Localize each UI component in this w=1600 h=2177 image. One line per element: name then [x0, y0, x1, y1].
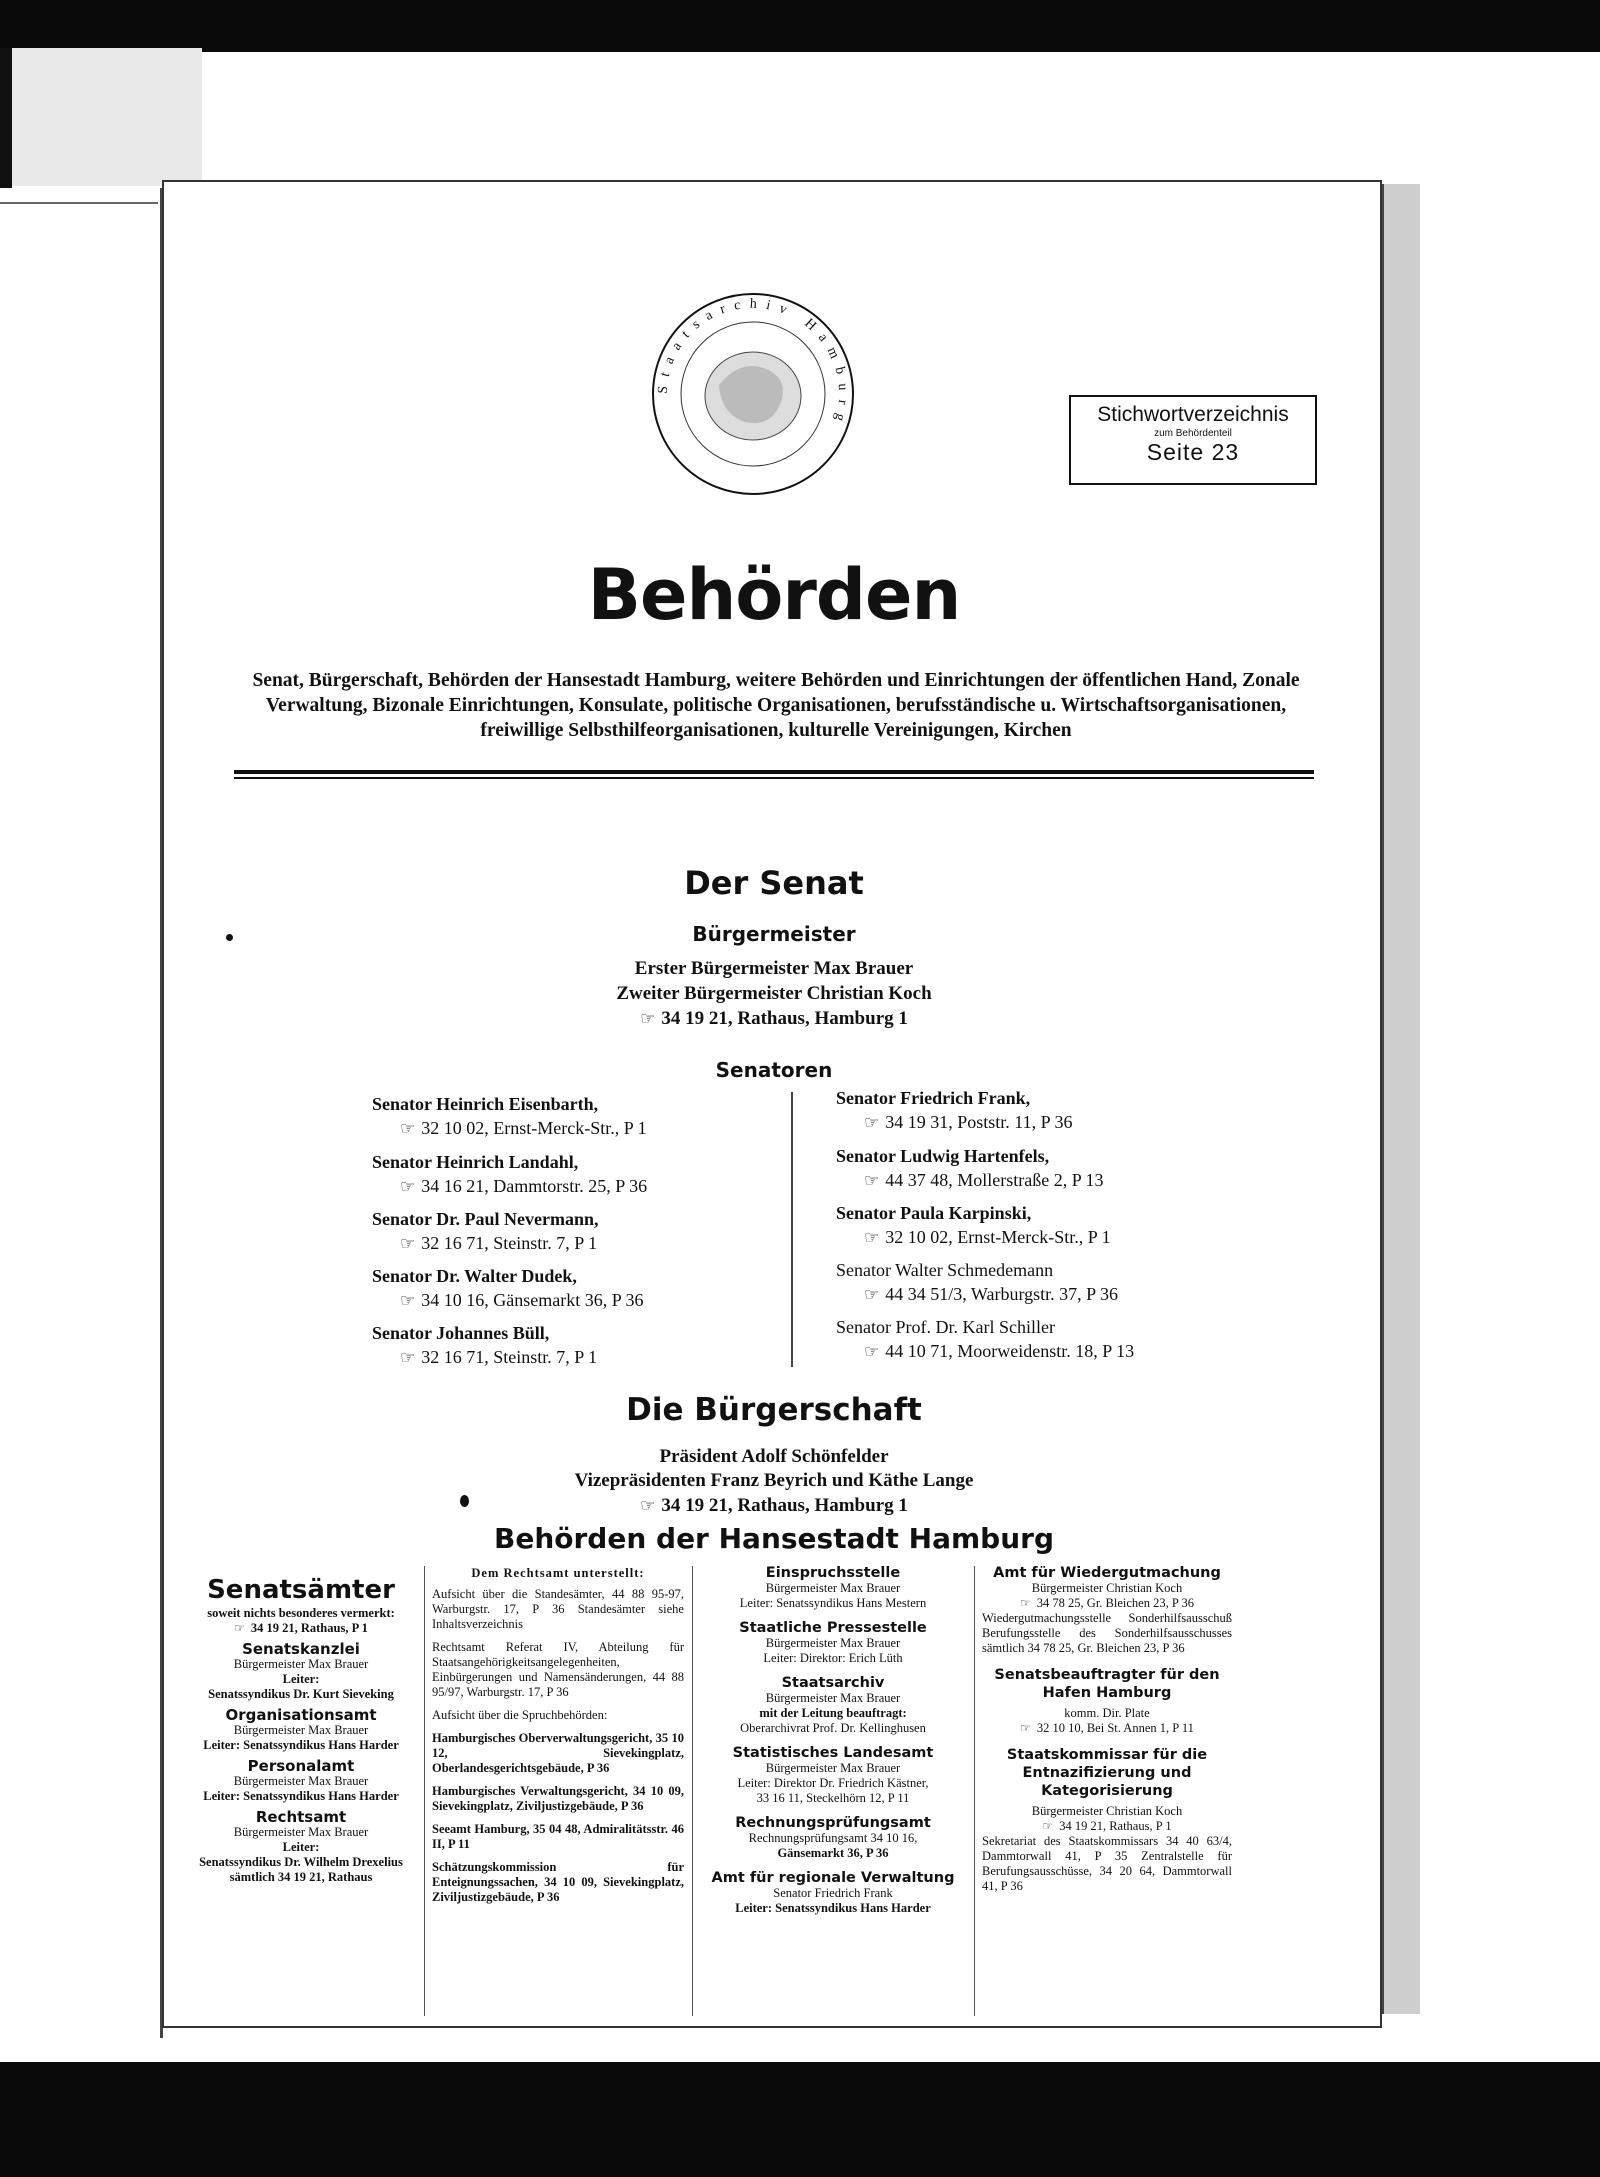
einspruchsstelle-line: Leiter: Senatssyndikus Hans Mestern — [739, 1596, 927, 1610]
scan-border-top — [0, 0, 1600, 52]
senatskanzlei-heading: Senatskanzlei — [242, 1640, 360, 1658]
senatskanzlei-line: Bürgermeister Max Brauer — [233, 1657, 369, 1671]
phone-hand-icon: ☞ — [400, 1234, 416, 1254]
organisationsamt-line: Leiter: Senatssyndikus Hans Harder — [203, 1738, 399, 1752]
phone-hand-icon: ☞ — [864, 1113, 880, 1133]
hafen-beauftragter-line: komm. Dir. Plate — [1064, 1706, 1150, 1720]
phone-hand-icon: ☞ — [864, 1285, 880, 1305]
rechnungspruefungsamt-heading: Rechnungsprüfungsamt — [735, 1815, 931, 1831]
divider-rule — [234, 770, 1314, 774]
senator-left-3: Senator Dr. Paul Nevermann, ☞ 32 16 71, Steinstr. 7, P 1 — [372, 1209, 599, 1254]
staatsarchiv-heading: Staatsarchiv — [781, 1675, 885, 1691]
column-divider — [692, 1566, 693, 2016]
scan-border-bottom — [0, 2062, 1600, 2177]
binding-edge — [0, 202, 158, 204]
regionale-verwaltung-heading: Amt für regionale Verwaltung — [711, 1870, 955, 1886]
senatoren-heading: Senatoren — [715, 1058, 833, 1082]
rechnungspruefungsamt-line: Gänsemarkt 36, P 36 — [777, 1846, 889, 1860]
senat-heading: Der Senat — [684, 864, 864, 902]
senator-left-4: Senator Dr. Walter Dudek, ☞ 34 10 16, Gänsemarkt 36, P 36 — [372, 1266, 644, 1311]
phone-hand-icon: ☞ — [400, 1291, 416, 1311]
divider-rule-thin — [234, 777, 1314, 779]
rechtsamt-heading: Rechtsamt — [255, 1808, 347, 1826]
schaetzungskommission-entry: Schätzungskommission für Enteignungssachen, 34 10 09, Sievekingplatz, Ziviljustizgebäude, P 36 — [432, 1860, 684, 1904]
rechtsamt-line: Senatssyndikus Dr. Wilhelm Drexelius — [199, 1855, 403, 1869]
wiedergutmachung-contact: 34 78 25, Gr. Bleichen 23, P 36 — [1036, 1596, 1194, 1610]
senator-left-1: Senator Heinrich Eisenbarth, ☞ 32 10 02, Ernst-Merck-Str., P 1 — [372, 1094, 647, 1139]
senator-right-1: Senator Friedrich Frank, ☞ 34 19 31, Poststr. 11, P 36 — [836, 1088, 1073, 1133]
column-sonderstellen — [982, 1566, 1232, 1894]
phone-hand-icon: ☞ — [1020, 1721, 1031, 1735]
buergermeister-1: Erster Bürgermeister Max Brauer — [634, 958, 914, 979]
senator-right-4: Senator Walter Schmedemann ☞ 44 34 51/3, Warburgstr. 37, P 36 — [836, 1260, 1118, 1305]
buergerschaft-praesident: Präsident Adolf Schönfelder — [659, 1446, 889, 1467]
index-page: Seite 23 — [1146, 439, 1240, 465]
column-aemter — [700, 1566, 966, 1916]
staatsarchiv-line: Bürgermeister Max Brauer — [765, 1691, 901, 1705]
buergerschaft-heading: Die Bürgerschaft — [626, 1392, 922, 1428]
organisationsamt-heading: Organisationsamt — [225, 1706, 377, 1724]
oberverwaltungsgericht-entry: Hamburgisches Oberverwaltungsgericht, 35 10 12, Sievekingplatz, Oberlandesgerichtsgebäude, P 36 — [432, 1731, 684, 1775]
buergerschaft-contact: ☞ 34 19 21, Rathaus, Hamburg 1 — [164, 1493, 1384, 1519]
senatsaemter-intro: soweit nichts besonderes vermerkt: — [207, 1606, 395, 1620]
wiedergutmachung-stellen: Wiedergutmachungsstelle Sonderhilfsausschuß Berufungsstelle des Sonderhilfsausschusses sämtlich 34 78 25, Gr. Bleichen 23, P 36 — [982, 1611, 1232, 1655]
pressestelle-line: Leiter: Direktor: Erich Lüth — [763, 1651, 903, 1665]
staatsarchiv-line: mit der Leitung beauftragt: — [759, 1706, 907, 1720]
book-binding — [0, 188, 163, 2038]
referat-iv-entry: Rechtsamt Referat IV, Abteilung für Staatsangehörigkeitsangelegenheiten, Einbürgerungen und Namensänderungen, 44 88 95/97, Warburgstr. 17, P 36 — [432, 1640, 684, 1699]
buergermeister-2: Zweiter Bürgermeister Christian Koch — [616, 983, 932, 1004]
wiedergutmachung-line: Bürgermeister Christian Koch — [1031, 1581, 1183, 1595]
entnazifizierung-heading: Staatskommissar für die Entnazifizierung und Kategorisierung — [1006, 1747, 1208, 1799]
wiedergutmachung-heading: Amt für Wiedergutmachung — [993, 1565, 1221, 1581]
phone-hand-icon: ☞ — [400, 1348, 416, 1368]
statistisches-landesamt-line: Bürgermeister Max Brauer — [765, 1761, 901, 1775]
phone-hand-icon: ☞ — [864, 1228, 880, 1248]
buergermeister-heading: Bürgermeister — [692, 922, 856, 946]
senat-contact: ☞ 34 19 21, Rathaus, Hamburg 1 — [164, 1006, 1384, 1032]
regionale-verwaltung-line: Senator Friedrich Frank — [773, 1886, 893, 1900]
entnazifizierung-line: Bürgermeister Christian Koch — [1031, 1804, 1183, 1818]
archive-stamp-icon — [649, 290, 857, 498]
index-label: Stichwortverzeichnis — [1097, 403, 1289, 426]
senatsaemter-title: Senatsämter — [207, 1575, 395, 1605]
phone-hand-icon: ☞ — [1042, 1819, 1054, 1833]
page-subtitle: Senat, Bürgerschaft, Behörden der Hansestadt Hamburg, weitere Behörden und Einrichtungen der öffentlichen Hand, Zonale Verwaltung, Bizonale Einrichtungen, Konsulate, politische Organisationen, berufsständische u. Wirtschaftsorganisationen, freiwillige Selbsthilfeorganisationen, kulturelle Vereinigungen, Kirchen — [252, 670, 1300, 741]
phone-hand-icon: ☞ — [864, 1171, 880, 1191]
spruchbehoerden-head: Aufsicht über die Spruchbehörden: — [432, 1708, 608, 1722]
senatsaemter-contact: ☞ 34 19 21, Rathaus, P 1 — [234, 1621, 368, 1635]
senatoren-column-divider — [791, 1092, 793, 1367]
einspruchsstelle-line: Bürgermeister Max Brauer — [765, 1581, 901, 1595]
phone-hand-icon: ☞ — [640, 1496, 656, 1516]
phone-hand-icon: ☞ — [234, 1621, 245, 1635]
statistisches-landesamt-heading: Statistisches Landesamt — [732, 1745, 934, 1761]
verwaltungsgericht-entry: Hamburgisches Verwaltungsgericht, 34 10 09, Sievekingplatz, Ziviljustizgebäude, P 36 — [432, 1784, 684, 1813]
rechtsamt-line: Bürgermeister Max Brauer — [233, 1825, 369, 1839]
page-title: Behörden — [587, 554, 961, 636]
entnazifizierung-contact: 34 19 21, Rathaus, P 1 — [1059, 1819, 1172, 1833]
senator-left-5: Senator Johannes Büll, ☞ 32 16 71, Steinstr. 7, P 1 — [372, 1323, 598, 1368]
einspruchsstelle-heading: Einspruchsstelle — [765, 1565, 901, 1581]
column-divider — [424, 1566, 425, 2016]
senator-right-2: Senator Ludwig Hartenfels, ☞ 44 37 48, Mollerstraße 2, P 13 — [836, 1146, 1104, 1191]
column-rechtsamt-unterstellt — [432, 1566, 684, 1905]
organisationsamt-line: Bürgermeister Max Brauer — [233, 1723, 369, 1737]
phone-hand-icon: ☞ — [864, 1342, 880, 1362]
senatskanzlei-line: Senatssyndikus Dr. Kurt Sieveking — [208, 1687, 394, 1701]
personalamt-line: Leiter: Senatssyndikus Hans Harder — [203, 1789, 399, 1803]
statistisches-landesamt-line: 33 16 11, Steckelhörn 12, P 11 — [756, 1791, 910, 1805]
personalamt-line: Bürgermeister Max Brauer — [233, 1774, 369, 1788]
stamp-text: Staatsarchiv Hamburg — [655, 296, 851, 432]
buergerschaft-vize: Vizepräsidenten Franz Beyrich und Käthe Lange — [574, 1470, 974, 1491]
index-sublabel: zum Behördenteil — [1154, 428, 1232, 439]
hafen-beauftragter-heading: Senatsbeauftragter für den Hafen Hamburg — [994, 1667, 1220, 1701]
senator-right-3: Senator Paula Karpinski, ☞ 32 10 02, Ernst-Merck-Str., P 1 — [836, 1203, 1111, 1248]
pressestelle-line: Bürgermeister Max Brauer — [765, 1636, 901, 1650]
rechnungspruefungsamt-line: Rechnungsprüfungsamt 34 10 16, — [748, 1831, 918, 1845]
standesaemter-entry: Aufsicht über die Standesämter, 44 88 95-97, Warburgstr. 17, P 36 Standesämter siehe Inhaltsverzeichnis — [432, 1587, 684, 1631]
page-tab — [12, 48, 202, 186]
phone-hand-icon: ☞ — [400, 1177, 416, 1197]
scan-border-left — [0, 48, 12, 188]
rechtsamt-contact: sämtlich 34 19 21, Rathaus — [229, 1870, 373, 1884]
personalamt-heading: Personalamt — [247, 1757, 355, 1775]
phone-hand-icon: ☞ — [640, 1009, 656, 1029]
senatskanzlei-line: Leiter: — [282, 1672, 320, 1686]
behoerden-heading: Behörden der Hansestadt Hamburg — [494, 1522, 1054, 1555]
hafen-beauftragter-contact: 32 10 10, Bei St. Annen 1, P 11 — [1036, 1721, 1194, 1735]
index-reference-box — [1069, 395, 1317, 485]
phone-hand-icon: ☞ — [1020, 1596, 1031, 1610]
pressestelle-heading: Staatliche Pressestelle — [739, 1620, 927, 1636]
staatsarchiv-line: Oberarchivrat Prof. Dr. Kellinghusen — [740, 1721, 926, 1735]
document-page — [162, 180, 1382, 2028]
statistisches-landesamt-line: Leiter: Direktor Dr. Friedrich Kästner, — [737, 1776, 929, 1790]
rechtsamt-line: Leiter: — [282, 1840, 320, 1854]
regionale-verwaltung-line: Leiter: Senatssyndikus Hans Harder — [735, 1901, 931, 1915]
senator-right-5: Senator Prof. Dr. Karl Schiller ☞ 44 10 71, Moorweidenstr. 18, P 13 — [836, 1317, 1135, 1362]
phone-hand-icon: ☞ — [400, 1119, 416, 1139]
entnazifizierung-stellen: Sekretariat des Staatskommissars 34 40 63/4, Dammtorwall 41, P 35 Zentralstelle für Berufungsausschüsse, 34 20 64, Dammtorwall 41, P 36 — [982, 1834, 1232, 1893]
page-edge-shadow — [1382, 184, 1420, 2014]
column-divider — [974, 1566, 975, 2016]
senator-left-2: Senator Heinrich Landahl, ☞ 34 16 21, Dammtorstr. 25, P 36 — [372, 1152, 648, 1197]
rechtsamt-unterstellt-head: Dem Rechtsamt unterstellt: — [471, 1566, 645, 1580]
column-senatsaemter — [186, 1566, 416, 1885]
seeamt-entry: Seeamt Hamburg, 35 04 48, Admiralitätsstr. 46 II, P 11 — [432, 1822, 684, 1851]
